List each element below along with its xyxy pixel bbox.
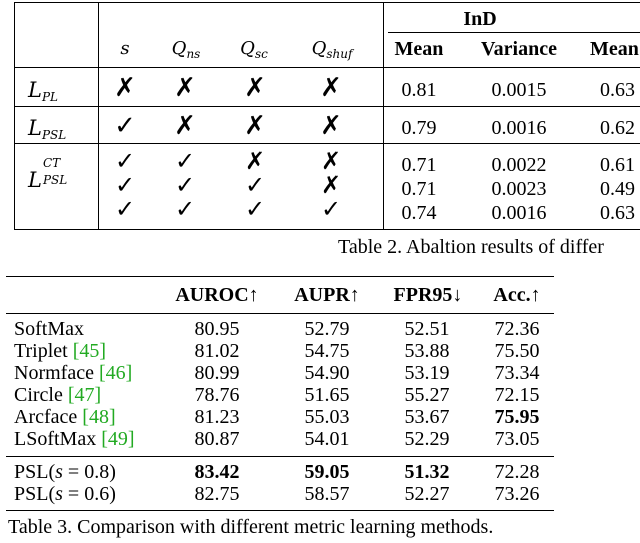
table3-row3-method: Normface [46]	[14, 362, 133, 384]
citation-link[interactable]: [46]	[98, 362, 133, 384]
table3-row2-auroc: 81.02	[194, 340, 240, 362]
table3-bottom-rule	[6, 510, 554, 511]
table2-row4-qsc: ✓	[244, 171, 266, 199]
table2-col-variance: Variance	[481, 38, 557, 60]
table3-psl2-fpr95: 52.27	[404, 483, 450, 505]
table3-row6-acc: 73.05	[494, 428, 540, 450]
table2-row2-s: ✓	[114, 111, 136, 141]
table2-row1-mean2: 0.63	[600, 79, 635, 101]
table2-row-rule	[14, 106, 640, 107]
table2-row1-qsc: ✗	[244, 73, 266, 103]
table2-col-s: s	[120, 38, 130, 59]
table2-method-divider	[98, 2, 99, 230]
table2-col-qshuf: $Q_{shuf}$	[311, 38, 353, 61]
citation-link[interactable]: [47]	[67, 384, 102, 406]
citation-link[interactable]: [49]	[101, 428, 135, 450]
table3-row5-fpr95: 53.67	[404, 406, 450, 428]
table3-row2-acc: 75.50	[494, 340, 540, 362]
table2-col-mean-2: Mean	[590, 38, 639, 60]
table2-row1-qns: ✗	[174, 73, 196, 103]
table3-row1-fpr95: 52.51	[404, 318, 450, 340]
table2-group-header: InD	[463, 8, 497, 30]
table2-row1-s: ✗	[114, 73, 136, 103]
table2-header-rule	[14, 67, 640, 68]
table3-row4-acc: 72.15	[494, 384, 540, 406]
table3-mid-rule	[6, 456, 554, 457]
table3-psl1-fpr95-best: 51.32	[404, 461, 450, 483]
citation-link[interactable]: [48]	[82, 406, 116, 428]
table3-row4-method: Circle [47]	[14, 384, 102, 406]
table2-row4-mean: 0.71	[401, 178, 437, 200]
table3-row6-method: LSoftMax [49]	[14, 428, 135, 450]
table2-row4-qshuf: ✗	[320, 171, 342, 199]
table2-row2-mean2: 0.62	[600, 117, 635, 139]
table2-caption: Table 2. Abaltion results of differ	[338, 236, 604, 258]
table3-row2-aupr: 54.75	[304, 340, 350, 362]
table3-row5-method: Arcface [48]	[14, 406, 116, 428]
table3-psl2-auroc: 82.75	[194, 483, 240, 505]
table3-row2-method: Triplet [45]	[14, 340, 107, 362]
table3-row3-fpr95: 53.19	[404, 362, 450, 384]
table2-col-mean: Mean	[394, 38, 444, 60]
table2-row5-qshuf: ✓	[320, 195, 342, 223]
table3-caption: Table 3. Comparison with different metric learning methods.	[8, 516, 494, 538]
table2-row2-method: $L_{PSL}$	[28, 116, 67, 142]
table3-row6-fpr95: 52.29	[404, 428, 450, 450]
table3-row3-auroc: 80.99	[194, 362, 240, 384]
table3-col-aupr: AUPR↑	[294, 284, 360, 306]
table3-psl1-acc: 72.28	[494, 461, 540, 483]
table3-psl2-method: PSL(s = 0.6)	[14, 483, 116, 505]
table3-psl1-auroc-best: 83.42	[194, 461, 240, 483]
table2-row4-mean2: 0.49	[600, 178, 635, 200]
table2-row1-mean: 0.81	[401, 79, 437, 101]
table2-row3-qns: ✓	[174, 147, 196, 175]
table3-col-fpr95: FPR95↓	[393, 284, 463, 306]
table3-col-acc: Acc.↑	[493, 284, 541, 306]
table2-top-rule	[14, 2, 640, 3]
table2-row3-s: ✓	[114, 147, 136, 175]
table2-row-rule	[14, 143, 640, 144]
table3-header-rule	[6, 313, 554, 314]
table2-row3-qsc: ✗	[244, 147, 266, 175]
table3-row1-method: SoftMax	[14, 318, 84, 340]
table3-row5-acc-best: 75.95	[494, 406, 540, 428]
table2-col-qns: $Q_{ns}$	[171, 38, 201, 61]
table2-row2-variance: 0.0016	[491, 117, 547, 139]
table2-row1-qshuf: ✗	[320, 73, 342, 103]
table3-row1-auroc: 80.95	[194, 318, 240, 340]
table2-row3-variance: 0.0022	[491, 154, 547, 176]
table2-row3-mean2: 0.61	[600, 154, 635, 176]
table2-row5-mean2: 0.63	[600, 202, 635, 224]
table3-row5-auroc: 81.23	[194, 406, 240, 428]
table3-psl2-aupr: 58.57	[304, 483, 350, 505]
table2-row4-s: ✓	[114, 171, 136, 199]
table2-row2-qshuf: ✗	[320, 111, 342, 141]
table3-row1-aupr: 52.79	[304, 318, 350, 340]
table3-top-rule	[6, 276, 554, 277]
table2-row5-s: ✓	[114, 195, 136, 223]
table3-row4-aupr: 51.65	[304, 384, 350, 406]
table2-row3-qshuf: ✗	[320, 147, 342, 175]
table2-row1-variance: 0.0015	[491, 79, 547, 101]
table3-psl1-method: PSL(s = 0.8)	[14, 461, 116, 483]
table2-row3-method: L CT PSL	[28, 156, 68, 192]
table2-left-rule	[14, 2, 15, 230]
table3-row3-aupr: 54.90	[304, 362, 350, 384]
table2-row4-variance: 0.0023	[491, 178, 547, 200]
table3-row2-fpr95: 53.88	[404, 340, 450, 362]
table2-row2-mean: 0.79	[401, 117, 437, 139]
table2-row5-qns: ✓	[174, 195, 196, 223]
table3-col-auroc: AUROC↑	[175, 284, 259, 306]
table3-row1-acc: 72.36	[494, 318, 540, 340]
table3-row3-acc: 73.34	[494, 362, 540, 384]
table3-row4-auroc: 78.76	[194, 384, 240, 406]
table3-psl1-aupr-best: 59.05	[304, 461, 350, 483]
table3-row6-auroc: 80.87	[194, 428, 240, 450]
table2-row2-qns: ✗	[174, 111, 196, 141]
table3-row4-fpr95: 55.27	[404, 384, 450, 406]
table3-row6-aupr: 54.01	[304, 428, 350, 450]
table2-row2-qsc: ✗	[244, 111, 266, 141]
table2-col-qsc: $Q_{sc}$	[240, 38, 268, 61]
table2-row5-qsc: ✓	[244, 195, 266, 223]
table3-psl2-acc: 73.26	[494, 483, 540, 505]
table2-row5-variance: 0.0016	[491, 202, 547, 224]
table2-row3-mean: 0.71	[401, 154, 437, 176]
table2-row4-qns: ✓	[174, 171, 196, 199]
table2-row1-method: $L_{PL}$	[28, 78, 58, 104]
table2-row5-mean: 0.74	[401, 202, 437, 224]
table3-row5-aupr: 55.03	[304, 406, 350, 428]
citation-link[interactable]: [45]	[72, 340, 107, 362]
table2-bottom-rule	[14, 229, 640, 230]
table2-group-rule	[388, 32, 640, 33]
